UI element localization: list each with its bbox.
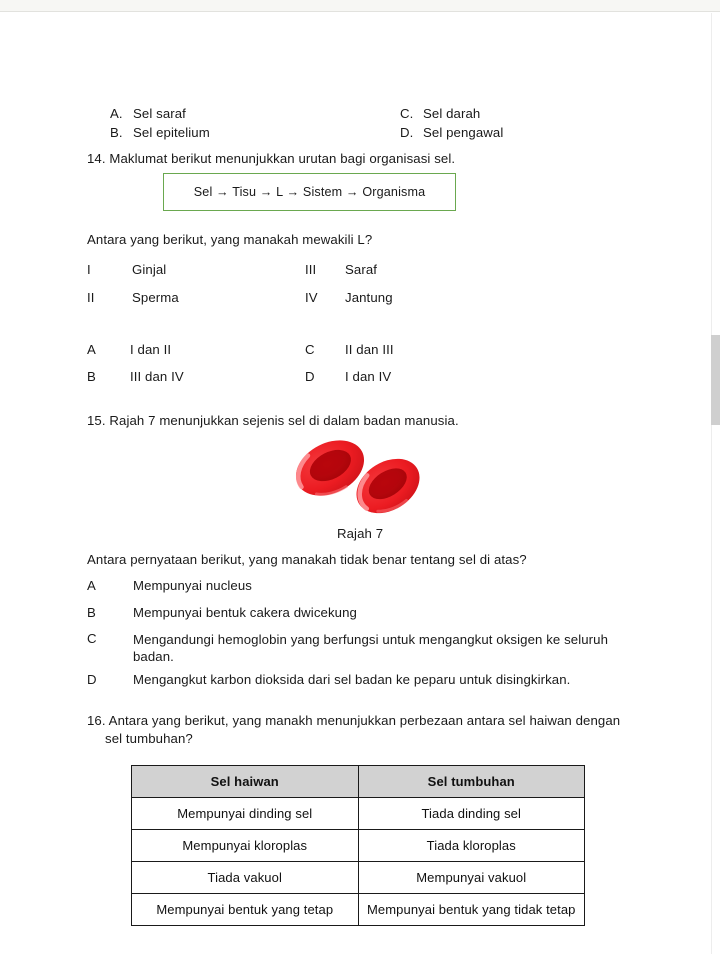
q14-item-i-label: I [87,262,91,277]
q14-option-d-letter: D [305,369,315,384]
table-cell-animal: Tiada vakuol [132,862,359,894]
table-cell-animal: Mempunyai kloroplas [132,830,359,862]
q14-option-c-text[interactable]: II dan III [345,342,394,357]
table-header-sel-haiwan: Sel haiwan [132,766,359,798]
q13-option-b-text[interactable]: Sel epitelium [133,125,210,140]
q15-stem: 15. Rajah 7 menunjukkan sejenis sel di dalam badan manusia. [87,413,459,428]
q14-sub-question: Antara yang berikut, yang manakah mewakili L? [87,232,373,247]
q14-item-i-text: Ginjal [132,262,167,277]
table-cell-plant: Mempunyai bentuk yang tidak tetap [358,894,585,926]
table-row[interactable] [132,830,585,862]
q13-option-a-letter: A. [110,106,123,121]
q14-flow-text: Sel → Tisu → L → Sistem → Organisma [193,185,426,199]
q14-flow-diagram-box [163,173,456,211]
q13-option-c-text[interactable]: Sel darah [423,106,481,121]
animal-vs-plant-cell-table [131,765,585,926]
q13-option-c-letter: C. [400,106,414,121]
q14-option-a-text[interactable]: I dan II [130,342,172,357]
table-row[interactable] [132,798,585,830]
q13-option-a-text[interactable]: Sel saraf [133,106,186,121]
table-header-row [132,766,585,798]
q14-item-ii-text: Sperma [132,290,179,305]
q14-option-d-text[interactable]: I dan IV [345,369,392,384]
table-cell-plant: Mempunyai vakuol [358,862,585,894]
q15-figure-caption: Rajah 7 [337,526,384,541]
red-blood-cells-figure [285,437,435,519]
table-row[interactable] [132,894,585,926]
q13-option-d-text[interactable]: Sel pengawal [423,125,504,140]
q14-item-ii-label: II [87,290,95,305]
table-cell-plant: Tiada dinding sel [358,798,585,830]
q15-option-d-letter: D [87,672,97,687]
q14-option-a-letter: A [87,342,96,357]
document-page [0,13,711,954]
red-blood-cells-icon [285,437,435,519]
q13-option-d-letter: D. [400,125,414,140]
table-cell-animal: Mempunyai bentuk yang tetap [132,894,359,926]
q16-stem-line-2: sel tumbuhan? [105,731,193,746]
vertical-scrollbar-thumb[interactable] [711,335,720,425]
q14-item-iii-label: III [305,262,317,277]
q15-option-a-letter: A [87,578,96,593]
q14-item-iii-text: Saraf [345,262,378,277]
q15-option-a-text[interactable]: Mempunyai nucleus [133,578,252,593]
table-cell-plant: Tiada kloroplas [358,830,585,862]
q15-option-b-text[interactable]: Mempunyai bentuk cakera dwicekung [133,605,357,620]
q14-option-b-letter: B [87,369,96,384]
q15-option-d-text[interactable]: Mengangkut karbon dioksida dari sel badan ke peparu untuk disingkirkan. [133,672,571,687]
q14-option-b-text[interactable]: III dan IV [130,369,184,384]
q16-stem-line-1: 16. Antara yang berikut, yang manakh menunjukkan perbezaan antara sel haiwan dengan [87,713,621,728]
viewer-top-strip [0,0,720,12]
q15-option-c-text[interactable]: Mengandungi hemoglobin yang berfungsi untuk mengangkut oksigen ke seluruh badan. [133,632,609,664]
q14-item-iv-label: IV [305,290,318,305]
q15-option-c-letter: C [87,631,97,646]
q14-item-iv-text: Jantung [345,290,393,305]
q14-option-c-letter: C [305,342,315,357]
table-cell-animal: Mempunyai dinding sel [132,798,359,830]
q14-stem: 14. Maklumat berikut menunjukkan urutan bagi organisasi sel. [87,151,456,166]
q15-sub-question: Antara pernyataan berikut, yang manakah tidak benar tentang sel di atas? [87,552,527,567]
table-row[interactable] [132,862,585,894]
q15-option-b-letter: B [87,605,96,620]
table-header-sel-tumbuhan: Sel tumbuhan [358,766,585,798]
vertical-scrollbar-track[interactable] [711,13,720,954]
q13-option-b-letter: B. [110,125,123,140]
